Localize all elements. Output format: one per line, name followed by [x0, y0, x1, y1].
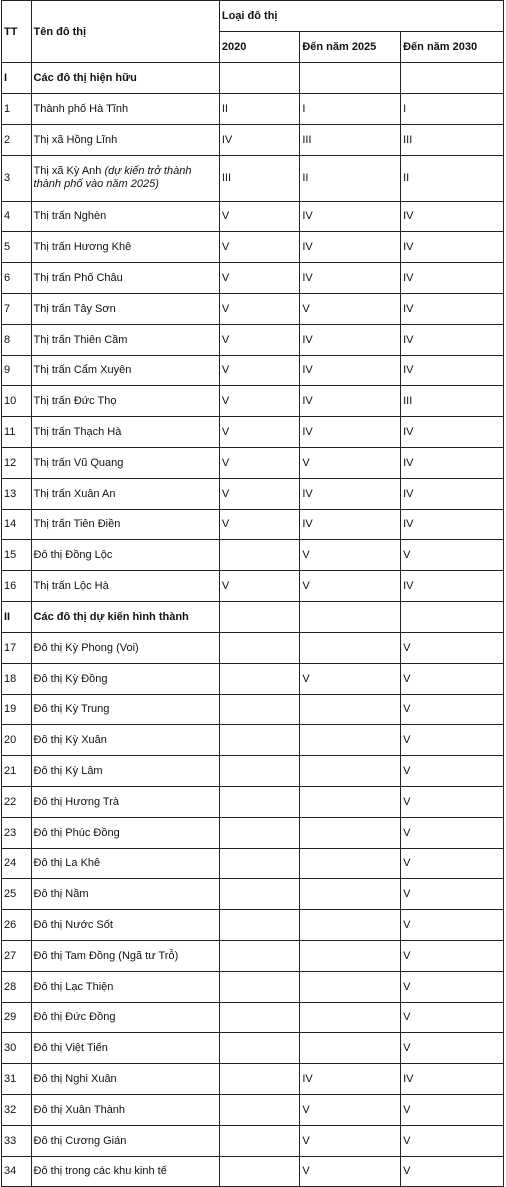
- row-number: 6: [2, 263, 32, 294]
- table-row: [2, 786, 504, 817]
- table-row: [2, 540, 504, 571]
- type-2025: IV: [300, 232, 401, 263]
- type-2030: V: [401, 879, 504, 910]
- urban-name: Thị trấn Thiên Cầm: [33, 333, 128, 346]
- type-2030: V: [401, 971, 504, 1002]
- row-name: Đô thị Lạc Thiện: [31, 971, 219, 1002]
- table-row: [2, 694, 504, 725]
- header-2020: 2020: [219, 32, 299, 63]
- table-row: [2, 478, 504, 509]
- type-2020: V: [219, 263, 299, 294]
- row-name: Đô thị Hương Trà: [31, 786, 219, 817]
- header-name: Tên đô thị: [31, 1, 219, 63]
- type-2025: [300, 848, 401, 879]
- type-2025: V: [300, 1156, 401, 1187]
- type-2030: IV: [401, 417, 504, 448]
- type-2030: IV: [401, 263, 504, 294]
- row-name: [31, 478, 219, 509]
- type-2020: V: [219, 355, 299, 386]
- row-name: Đô thị Kỳ Đồng: [31, 663, 219, 694]
- row-number: 18: [2, 663, 32, 694]
- type-2030: V: [401, 910, 504, 941]
- type-2020: [219, 632, 299, 663]
- table-row: [2, 879, 504, 910]
- row-name: Đô thị Việt Tiến: [31, 1033, 219, 1064]
- row-number: 32: [2, 1094, 32, 1125]
- type-2025: II: [300, 155, 401, 201]
- type-2020: V: [219, 324, 299, 355]
- type-2020: [219, 817, 299, 848]
- type-2020: III: [219, 155, 299, 201]
- table-row: [2, 417, 504, 448]
- type-2025: [300, 694, 401, 725]
- section-label: Các đô thị hiện hữu: [31, 63, 219, 94]
- row-number: 27: [2, 940, 32, 971]
- type-2030: V: [401, 694, 504, 725]
- row-name: [31, 155, 219, 201]
- row-name: [31, 509, 219, 540]
- type-2025: V: [300, 293, 401, 324]
- table-row: [2, 940, 504, 971]
- urban-name: Thị trấn Vũ Quang: [33, 456, 124, 469]
- row-name: Đô thị Kỳ Xuân: [31, 725, 219, 756]
- type-2020: [219, 879, 299, 910]
- type-2030: I: [401, 94, 504, 125]
- type-2030: III: [401, 386, 504, 417]
- type-2030: V: [401, 725, 504, 756]
- type-2030: V: [401, 1156, 504, 1187]
- type-2025: [300, 725, 401, 756]
- row-name: Đô thị Cương Gián: [31, 1125, 219, 1156]
- type-2020: V: [219, 509, 299, 540]
- section-number: II: [2, 601, 32, 632]
- row-number: 14: [2, 509, 32, 540]
- type-2025: [300, 1033, 401, 1064]
- type-2030: IV: [401, 1064, 504, 1095]
- urban-name: Thị xã Kỳ Anh: [33, 165, 102, 178]
- header-2025: Đến năm 2025: [300, 32, 401, 63]
- table-row: [2, 1125, 504, 1156]
- type-2030: IV: [401, 355, 504, 386]
- type-2025: [300, 1002, 401, 1033]
- type-2020: [219, 1064, 299, 1095]
- type-2025: V: [300, 1094, 401, 1125]
- row-number: 12: [2, 447, 32, 478]
- type-2020: [219, 1125, 299, 1156]
- type-2020: [219, 940, 299, 971]
- type-2020: IV: [219, 124, 299, 155]
- table-row: [2, 201, 504, 232]
- type-2025: V: [300, 571, 401, 602]
- type-2020: V: [219, 478, 299, 509]
- table-row: [2, 355, 504, 386]
- type-2020: [219, 694, 299, 725]
- row-number: 4: [2, 201, 32, 232]
- row-number: 8: [2, 324, 32, 355]
- row-number: 24: [2, 848, 32, 879]
- table-row: [2, 1002, 504, 1033]
- table-row: [2, 571, 504, 602]
- urban-name: Đô thị Đồng Lộc: [33, 549, 113, 562]
- type-2020: [219, 786, 299, 817]
- table-row: [2, 386, 504, 417]
- table-row: [2, 263, 504, 294]
- row-name: [31, 417, 219, 448]
- type-2025: IV: [300, 1064, 401, 1095]
- type-2025: IV: [300, 478, 401, 509]
- type-2025: [300, 879, 401, 910]
- type-2030: IV: [401, 324, 504, 355]
- type-2020: [219, 725, 299, 756]
- table-row: [2, 232, 504, 263]
- type-2025: III: [300, 124, 401, 155]
- row-name: Đô thị Đức Đồng: [31, 1002, 219, 1033]
- type-2020: [219, 848, 299, 879]
- type-2020: V: [219, 417, 299, 448]
- table-row: [2, 756, 504, 787]
- urban-name: Thị trấn Đức Thọ: [33, 395, 117, 408]
- urban-name: Thị trấn Cẩm Xuyên: [33, 364, 132, 377]
- type-2030: V: [401, 940, 504, 971]
- type-2025: IV: [300, 386, 401, 417]
- type-2030: IV: [401, 201, 504, 232]
- row-name: Đô thị Phúc Đồng: [31, 817, 219, 848]
- table-row: [2, 817, 504, 848]
- table-row: [2, 124, 504, 155]
- type-2025: [300, 817, 401, 848]
- row-name: [31, 571, 219, 602]
- type-2025: V: [300, 447, 401, 478]
- table-row: [2, 324, 504, 355]
- type-2030: IV: [401, 478, 504, 509]
- row-name: Đô thị Nghi Xuân: [31, 1064, 219, 1095]
- type-2020: V: [219, 447, 299, 478]
- table-row: [2, 910, 504, 941]
- urban-classification-table: [1, 0, 504, 1187]
- type-2025: [300, 910, 401, 941]
- table-row: [2, 725, 504, 756]
- type-2030: V: [401, 756, 504, 787]
- row-number: 3: [2, 155, 32, 201]
- table-row: [2, 1064, 504, 1095]
- header-2030: Đến năm 2030: [401, 32, 504, 63]
- urban-name: Thị trấn Tiên Điền: [33, 518, 121, 531]
- row-number: 16: [2, 571, 32, 602]
- table-row: [2, 1094, 504, 1125]
- section-row-existing: [2, 63, 504, 94]
- row-number: 20: [2, 725, 32, 756]
- row-name: [31, 293, 219, 324]
- type-2030: V: [401, 1033, 504, 1064]
- row-name: Đô thị Kỳ Trung: [31, 694, 219, 725]
- urban-name: Thị trấn Hương Khê: [33, 241, 132, 254]
- row-name: Đô thị trong các khu kinh tế: [31, 1156, 219, 1187]
- type-2025: I: [300, 94, 401, 125]
- row-number: 31: [2, 1064, 32, 1095]
- row-name: [31, 232, 219, 263]
- type-2025: IV: [300, 417, 401, 448]
- row-number: 11: [2, 417, 32, 448]
- type-2020: V: [219, 293, 299, 324]
- row-name: Đô thị Tam Đồng (Ngã tư Trỗ): [31, 940, 219, 971]
- table-row: [2, 971, 504, 1002]
- urban-name: Thành phố Hà Tĩnh: [33, 102, 129, 115]
- row-name: Đô thị Nước Sốt: [31, 910, 219, 941]
- table-row: [2, 509, 504, 540]
- table-row: [2, 293, 504, 324]
- row-number: 5: [2, 232, 32, 263]
- row-name: [31, 355, 219, 386]
- row-name: [31, 94, 219, 125]
- type-2030: IV: [401, 447, 504, 478]
- row-name: [31, 447, 219, 478]
- type-2025: [300, 786, 401, 817]
- table-row: [2, 155, 504, 201]
- row-number: 9: [2, 355, 32, 386]
- type-2030: V: [401, 1094, 504, 1125]
- type-2030: V: [401, 817, 504, 848]
- type-2025: V: [300, 540, 401, 571]
- type-2020: II: [219, 94, 299, 125]
- urban-note: (dự kiến trở thành thành phố vào năm 2025): [33, 165, 192, 191]
- type-2025: V: [300, 1125, 401, 1156]
- row-number: 1: [2, 94, 32, 125]
- row-name: [31, 324, 219, 355]
- row-number: 21: [2, 756, 32, 787]
- type-2020: [219, 1094, 299, 1125]
- header-tt: TT: [2, 1, 32, 63]
- type-2030: V: [401, 540, 504, 571]
- urban-name: Thị trấn Phố Châu: [33, 272, 123, 285]
- type-2020: [219, 910, 299, 941]
- urban-name: Thị trấn Nghèn: [33, 210, 107, 223]
- type-2020: [219, 756, 299, 787]
- type-2030: V: [401, 786, 504, 817]
- row-number: 17: [2, 632, 32, 663]
- type-2030: IV: [401, 571, 504, 602]
- type-2020: V: [219, 232, 299, 263]
- type-2025: IV: [300, 509, 401, 540]
- row-number: 23: [2, 817, 32, 848]
- type-2025: V: [300, 663, 401, 694]
- type-2025: [300, 971, 401, 1002]
- type-2020: [219, 540, 299, 571]
- type-2030: III: [401, 124, 504, 155]
- row-number: 33: [2, 1125, 32, 1156]
- row-name: [31, 386, 219, 417]
- row-name: Đô thị Kỳ Lâm: [31, 756, 219, 787]
- table-row: [2, 447, 504, 478]
- row-number: 26: [2, 910, 32, 941]
- row-number: 34: [2, 1156, 32, 1187]
- type-2020: [219, 1156, 299, 1187]
- type-2030: IV: [401, 232, 504, 263]
- urban-name: Thị trấn Xuân An: [33, 487, 116, 500]
- type-2020: [219, 663, 299, 694]
- section-label: Các đô thị dự kiến hình thành: [31, 601, 219, 632]
- row-name: [31, 124, 219, 155]
- table-row: [2, 1033, 504, 1064]
- type-2025: IV: [300, 355, 401, 386]
- section-number: I: [2, 63, 32, 94]
- type-2025: [300, 756, 401, 787]
- urban-name: Thị trấn Thạch Hà: [33, 426, 122, 439]
- table-row: [2, 94, 504, 125]
- row-number: 25: [2, 879, 32, 910]
- type-2030: V: [401, 1002, 504, 1033]
- row-number: 2: [2, 124, 32, 155]
- type-2025: [300, 632, 401, 663]
- row-name: Đô thị Kỳ Phong (Voi): [31, 632, 219, 663]
- row-name: [31, 201, 219, 232]
- row-number: 29: [2, 1002, 32, 1033]
- type-2025: IV: [300, 201, 401, 232]
- row-name: Đô thị La Khê: [31, 848, 219, 879]
- row-name: [31, 263, 219, 294]
- row-name: Đô thị Nầm: [31, 879, 219, 910]
- table-row: [2, 1156, 504, 1187]
- row-number: 15: [2, 540, 32, 571]
- type-2020: [219, 1002, 299, 1033]
- row-number: 22: [2, 786, 32, 817]
- type-2030: V: [401, 848, 504, 879]
- row-number: 7: [2, 293, 32, 324]
- urban-name: Thị xã Hồng Lĩnh: [33, 133, 118, 146]
- type-2030: II: [401, 155, 504, 201]
- row-name: Đô thị Xuân Thành: [31, 1094, 219, 1125]
- row-number: 28: [2, 971, 32, 1002]
- type-2025: IV: [300, 263, 401, 294]
- type-2020: V: [219, 571, 299, 602]
- header-type-group: Loại đô thị: [219, 1, 503, 32]
- table-row: [2, 632, 504, 663]
- type-2025: [300, 940, 401, 971]
- row-number: 19: [2, 694, 32, 725]
- type-2020: V: [219, 201, 299, 232]
- type-2020: V: [219, 386, 299, 417]
- row-number: 30: [2, 1033, 32, 1064]
- row-name: [31, 540, 219, 571]
- type-2025: IV: [300, 324, 401, 355]
- type-2030: IV: [401, 293, 504, 324]
- type-2030: V: [401, 1125, 504, 1156]
- row-number: 10: [2, 386, 32, 417]
- type-2030: IV: [401, 509, 504, 540]
- section-row-planned: [2, 601, 504, 632]
- urban-name: Thị trấn Tây Sơn: [33, 302, 116, 315]
- table-row: [2, 848, 504, 879]
- table-row: [2, 663, 504, 694]
- type-2020: [219, 971, 299, 1002]
- type-2030: V: [401, 632, 504, 663]
- urban-name: Thị trấn Lộc Hà: [33, 580, 109, 593]
- row-number: 13: [2, 478, 32, 509]
- type-2020: [219, 1033, 299, 1064]
- type-2030: V: [401, 663, 504, 694]
